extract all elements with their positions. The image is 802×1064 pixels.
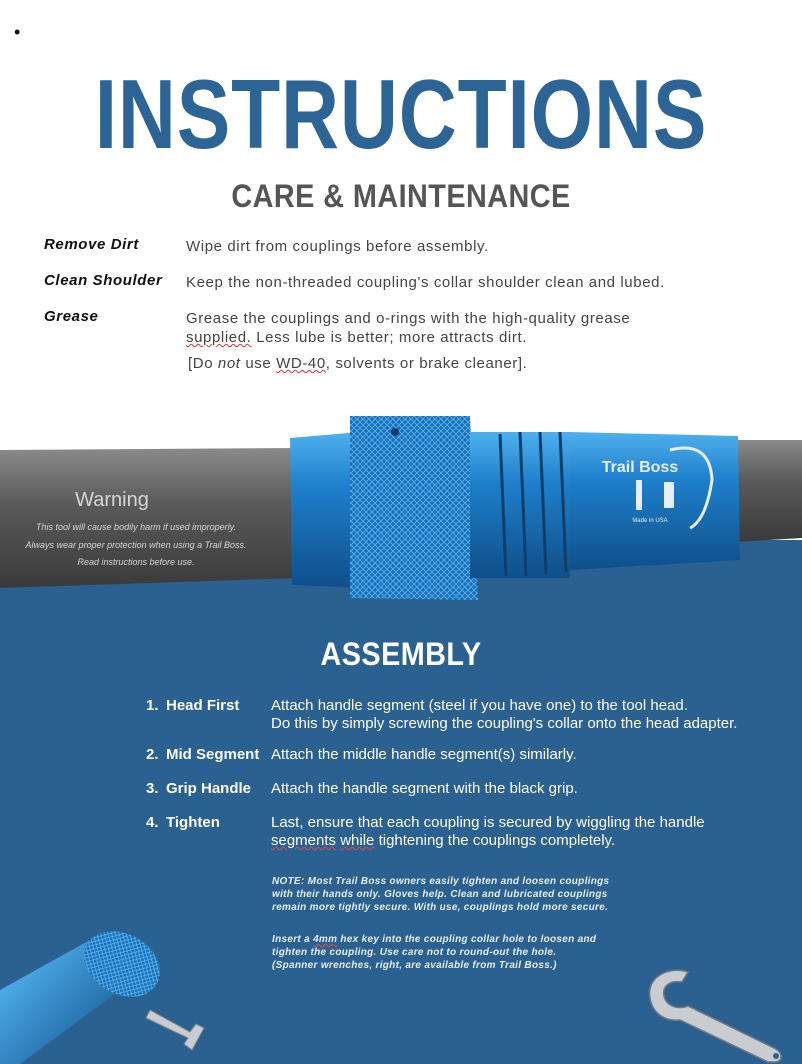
step-number: 4. (146, 814, 159, 831)
step-term: Mid Segment (166, 746, 260, 763)
care-warning-note (188, 355, 527, 372)
care-desc-part: supplied. (186, 329, 252, 346)
step-number: 1. (146, 697, 159, 714)
note-line: remain more tightly secure. With use, couplings hold more secure. (272, 902, 609, 913)
care-heading: CARE & MAINTENANCE (231, 178, 571, 214)
note-part: [Do (188, 355, 218, 372)
warning-title: Warning (75, 489, 149, 511)
gray-handle-left (0, 448, 300, 588)
step-desc (271, 814, 771, 850)
care-desc-part: Grease the couplings and o-rings with the high-quality grease (186, 310, 631, 327)
warning-line: This tool will cause bodily harm if used improperly. (36, 522, 236, 532)
step-desc: Attach the middle handle segment(s) similarly. (271, 746, 577, 763)
warning-line: Read instructions before use. (77, 557, 195, 567)
tool-coupling-image (0, 410, 802, 610)
step-desc (271, 697, 771, 733)
step-desc-part: segments (271, 832, 337, 849)
note-part: hex key into the coupling collar hole to loosen and (337, 934, 597, 945)
step-number: 3. (146, 780, 159, 797)
step-desc-part: Do this by simply screwing the coupling's collar onto the head adapter. (271, 715, 738, 732)
brand-logo-text: Trail Boss (601, 459, 679, 476)
hex-key-coupling-image (0, 920, 220, 1064)
blue-head-adapter (570, 432, 740, 570)
care-desc: Keep the non-threaded coupling's collar shoulder clean and lubed. (186, 274, 665, 291)
step-term: Grip Handle (166, 780, 252, 797)
note-part: Insert a (272, 934, 314, 945)
note-line: (Spanner wrenches, right, are available from Trail Boss.) (272, 960, 557, 971)
step-term: Tighten (166, 814, 220, 831)
note-part: WD-40 (276, 355, 326, 372)
spanner-wrench-image (636, 962, 802, 1064)
step-desc-part: Last, ensure that each coupling is secured by wiggling the handle (271, 814, 705, 831)
note-line (272, 933, 672, 946)
note-part: use (240, 355, 277, 372)
step-desc: Attach the handle segment with the black grip. (271, 780, 578, 797)
note-part: 4mm (313, 934, 338, 945)
note-line: NOTE: Most Trail Boss owners easily tighten and loosen couplings (272, 876, 610, 887)
hex-key-icon (146, 1010, 204, 1050)
step-term: Head First (166, 697, 240, 714)
note-line: tighten the coupling. Use care not to round-out the hole. (272, 947, 557, 958)
note-emphasis: not (217, 355, 241, 372)
care-term: Clean Shoulder (44, 272, 163, 289)
page-title: INSTRUCTIONS (94, 59, 708, 169)
gray-handle-right (735, 440, 802, 542)
brand-figure-icon (636, 480, 642, 510)
list-bullet: • (14, 22, 21, 42)
care-desc: Wipe dirt from couplings before assembly. (186, 238, 489, 255)
assembly-heading: ASSEMBLY (320, 636, 482, 672)
step-desc-part: Attach handle segment (steel if you have one) to the tool head. (271, 697, 688, 714)
care-term: Grease (44, 308, 99, 325)
knurled-collar (350, 416, 478, 600)
brand-figure-icon (664, 482, 674, 508)
hex-key-note (272, 933, 672, 972)
note-part: , solvents or brake cleaner]. (325, 355, 528, 372)
step-number: 2. (146, 746, 159, 763)
care-desc-part: Less lube is better; more attracts dirt. (251, 329, 527, 346)
made-in-label: Made in USA (632, 518, 668, 524)
care-term: Remove Dirt (44, 236, 139, 253)
care-desc (186, 309, 706, 347)
step-desc-part: tightening the couplings completely. (374, 832, 616, 849)
step-desc-part: while (340, 832, 375, 849)
hex-key-hole (391, 428, 399, 436)
note-line: with their hands only. Gloves help. Clean and lubricated couplings (272, 889, 608, 900)
warning-line: Always wear proper protection when using a Trail Boss. (25, 540, 247, 550)
assembly-note (272, 875, 672, 914)
wrench-icon (650, 970, 782, 1062)
